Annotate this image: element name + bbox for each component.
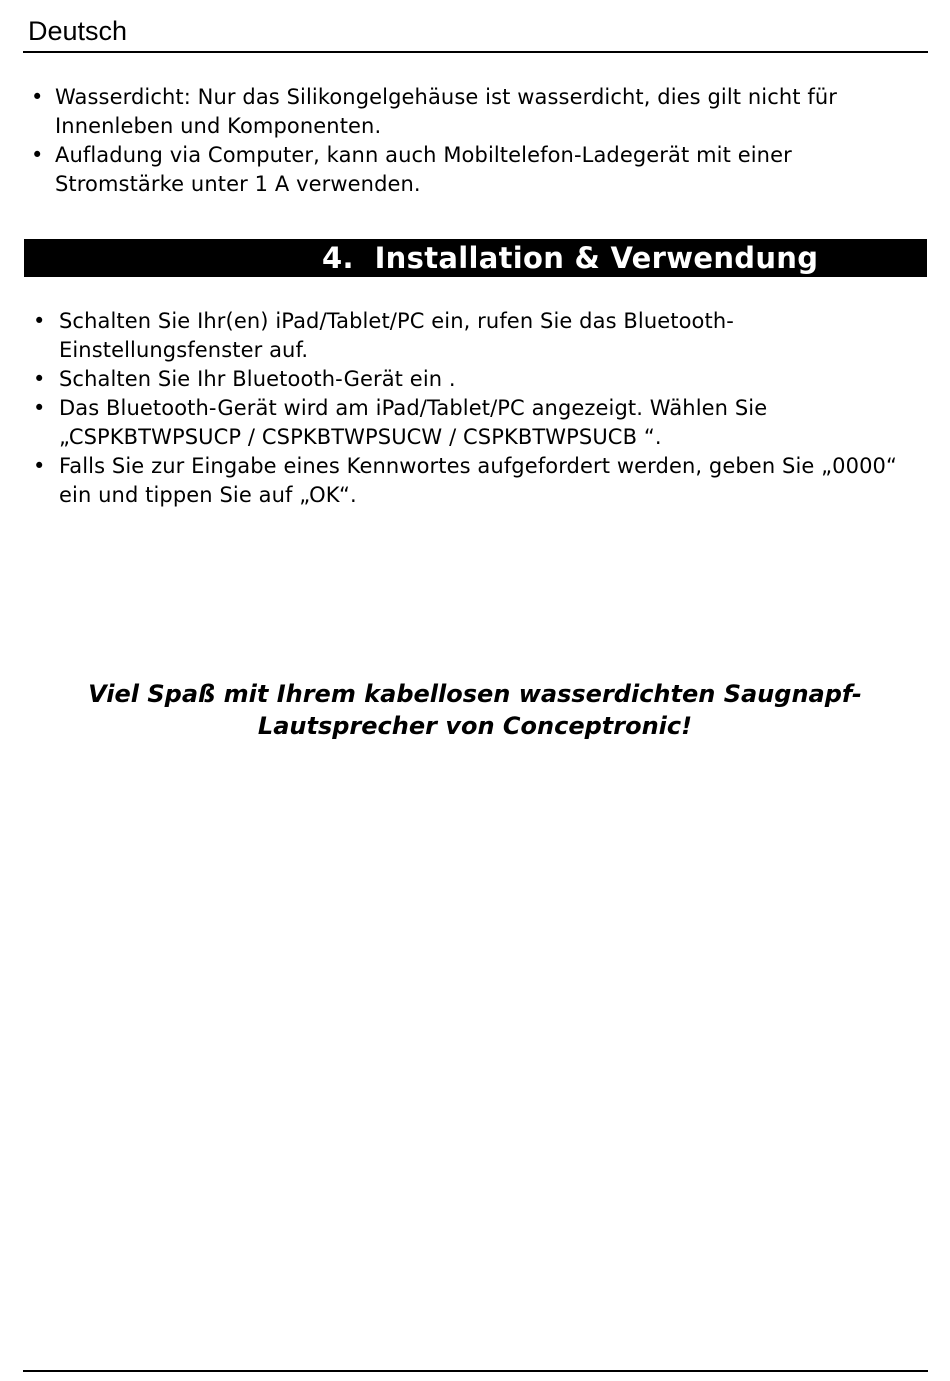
list-item xyxy=(27,141,907,199)
list-item-text: Aufladung via Computer, kann auch Mobiltelefon-Ladegerät mit einer Stromstärke unter 1 A verwenden. xyxy=(55,143,792,196)
installation-steps-list xyxy=(29,307,909,510)
closing-line-2: Lautsprecher von Conceptronic! xyxy=(257,712,693,740)
bullet-icon: • xyxy=(33,367,46,391)
section-heading-bar xyxy=(24,239,927,277)
section-heading xyxy=(322,239,818,277)
list-item-text: Schalten Sie Ihr(en) iPad/Tablet/PC ein, rufen Sie das Bluetooth-Einstellungsfenster auf. xyxy=(59,309,734,362)
bullet-icon: • xyxy=(31,85,44,109)
closing-message xyxy=(60,678,890,742)
list-item xyxy=(29,394,909,452)
bullet-icon: • xyxy=(31,143,44,167)
list-item-text: Schalten Sie Ihr Bluetooth-Gerät ein . xyxy=(59,367,456,391)
features-list xyxy=(27,83,907,199)
section-title: Installation & Verwendung xyxy=(374,241,819,275)
list-item-text: Falls Sie zur Eingabe eines Kennwortes aufgefordert werden, geben Sie „0000“ ein und tippen Sie auf „OK“. xyxy=(59,454,897,507)
list-item-text: Das Bluetooth-Gerät wird am iPad/Tablet/PC angezeigt. Wählen Sie „CSPKBTWPSUCP / CSPKBTWPSUCW / CSPKBTWPSUCB “. xyxy=(59,396,768,449)
footer-divider xyxy=(23,1370,928,1372)
section-number: 4. xyxy=(322,241,354,275)
bullet-icon: • xyxy=(33,309,46,333)
header-divider xyxy=(23,51,928,53)
closing-line-1: Viel Spaß mit Ihrem kabellosen wasserdichten Saugnapf- xyxy=(88,680,862,708)
list-item-text: Wasserdicht: Nur das Silikongelgehäuse ist wasserdicht, dies gilt nicht für Innenleben und Komponenten. xyxy=(55,85,838,138)
bullet-icon: • xyxy=(33,396,46,420)
list-item xyxy=(29,365,909,394)
list-item xyxy=(29,452,909,510)
list-item xyxy=(29,307,909,365)
bullet-icon: • xyxy=(33,454,46,478)
list-item xyxy=(27,83,907,141)
page-language-label: Deutsch xyxy=(28,16,128,46)
